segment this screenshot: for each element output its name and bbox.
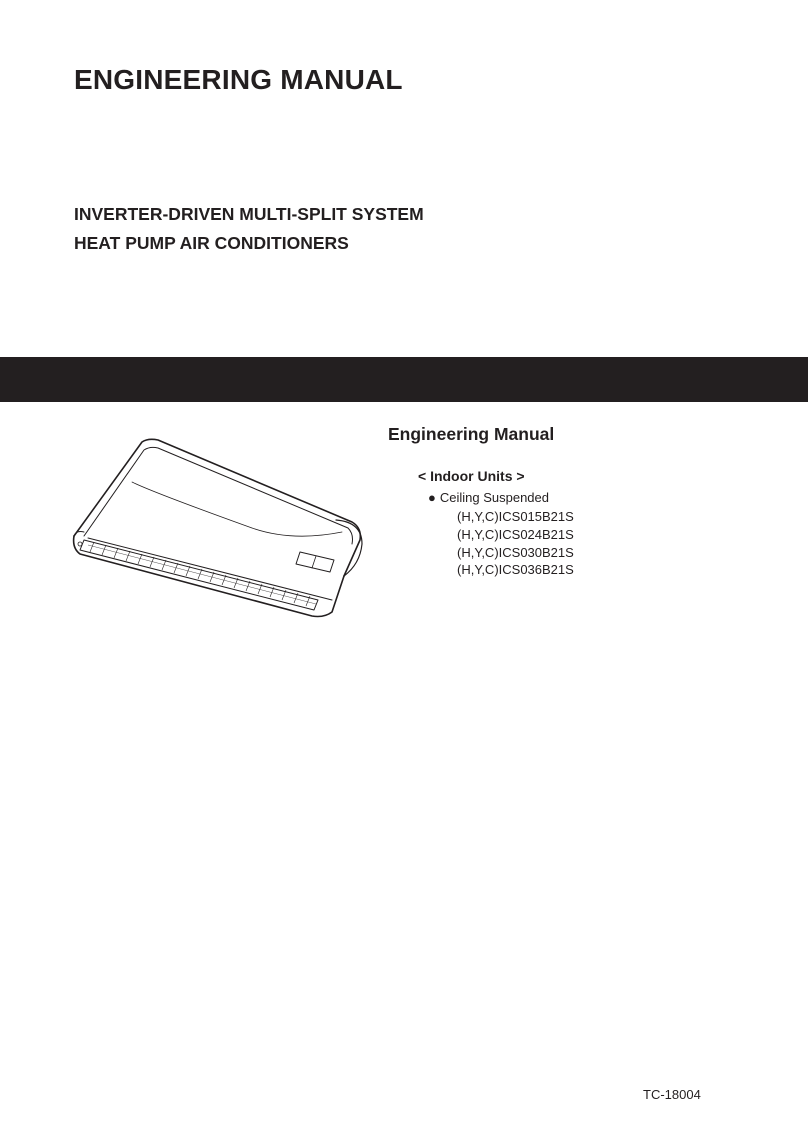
list-item: (H,Y,C)ICS030B21S xyxy=(457,544,574,560)
ceiling-suspended-unit-icon xyxy=(62,436,368,620)
black-divider-band xyxy=(0,357,808,402)
model-list xyxy=(457,508,574,579)
indoor-units-heading: < Indoor Units > xyxy=(418,468,525,484)
subtitle-line-1: INVERTER-DRIVEN MULTI-SPLIT SYSTEM xyxy=(74,204,424,224)
bullet-icon: ● xyxy=(428,490,436,505)
list-item: (H,Y,C)ICS024B21S xyxy=(457,526,574,542)
subtitle-line-2: HEAT PUMP AIR CONDITIONERS xyxy=(74,233,349,253)
section-title: Engineering Manual xyxy=(388,424,555,444)
list-item: (H,Y,C)ICS015B21S xyxy=(457,509,574,524)
unit-category xyxy=(428,490,549,505)
unit-category-label: Ceiling Suspended xyxy=(439,490,549,505)
document-code: TC-18004 xyxy=(643,1087,701,1102)
document-title: ENGINEERING MANUAL xyxy=(74,64,403,95)
list-item: (H,Y,C)ICS036B21S xyxy=(457,562,574,578)
